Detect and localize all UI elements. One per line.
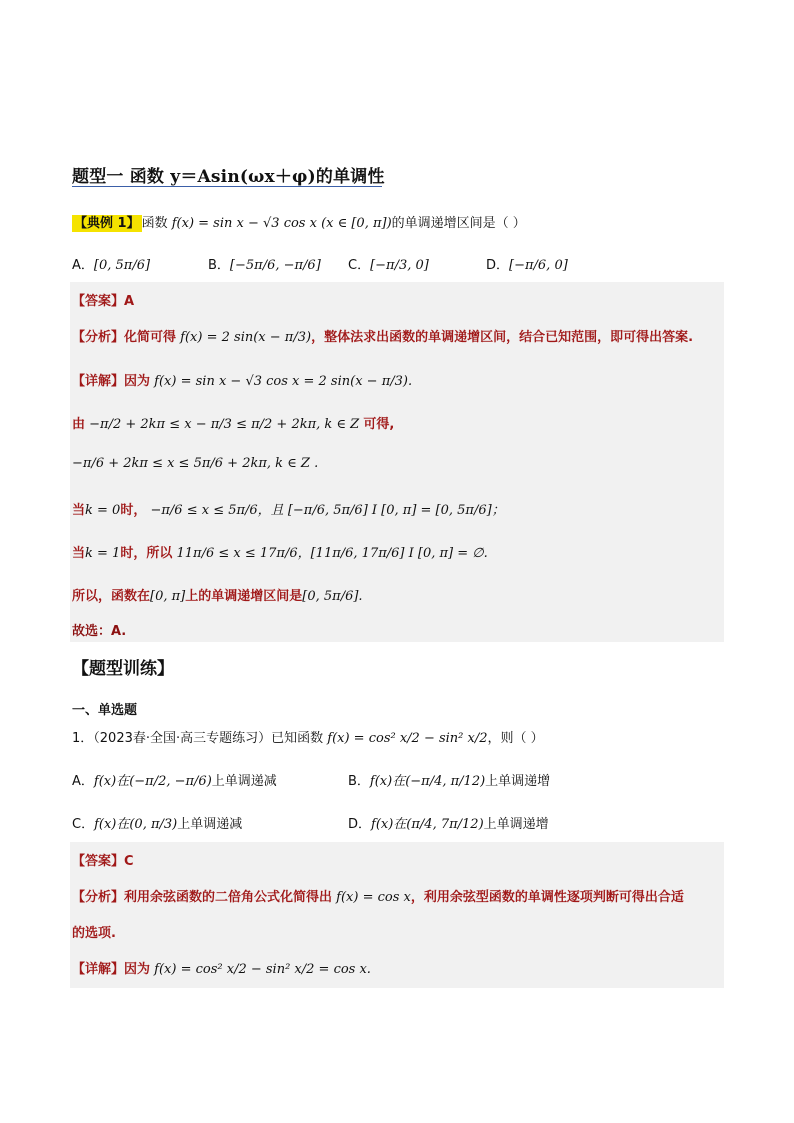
detail-text: 因为 [124,374,151,389]
analysis-text: ，利用余弦型函数的单调性逐项判断可得出合适 [410,890,684,905]
step-text: 当 [72,546,86,561]
step-formula: k = 1 [85,546,121,561]
option-label: D． [348,817,372,832]
q1-option-b [348,770,550,789]
q1-option-d [348,813,549,832]
example-step-3 [72,499,505,518]
example-analysis [72,326,693,345]
q1-suffix: ，则（ ） [487,731,544,746]
option-label: B． [208,258,230,273]
step-text: 上的单调递增区间是 [185,589,303,604]
training-heading: 【题型训练】 [72,659,174,679]
option-label: A． [72,258,94,273]
analysis-formula: f(x) = 2 sin(x − π/3) [180,330,312,345]
option-value: [−5π/6, −π/6] [229,258,321,273]
analysis-formula: f(x) = cos x [336,890,411,905]
option-label: B． [348,774,370,789]
option-value: [−π/6, 0] [509,258,568,273]
step-formula: [0, π] [150,589,186,604]
q1-prefix: 1．（2023春·全国·高三专题练习）已知函数 [72,731,324,746]
example-step-2 [72,456,318,471]
step-formula: −π/6 + 2kπ ≤ x ≤ 5π/6 + 2kπ, k ∈ Z . [72,456,319,471]
step-text: 当 [72,503,86,518]
analysis-text: ，整体法求出函数的单调递增区间，结合已知范围，即可得出答案. [311,330,694,345]
step-text: 时，所以 [120,546,173,561]
detail-text: 因为 [124,962,151,977]
option-formula: f(x)在(0, π/3) [94,817,178,832]
option-label: A． [72,774,94,789]
step-text: 由 [72,417,86,432]
heading-underline [72,186,382,187]
example-option-d [486,254,568,273]
analysis-label: 【分析】 [72,890,125,905]
option-formula: f(x)在(−π/2, −π/6) [93,774,212,789]
example-step-5 [72,585,363,604]
example-choose: 故选：A. [72,624,127,639]
detail-formula: f(x) = cos² x/2 − sin² x/2 = cos x. [154,962,371,977]
step-formula: [0, 5π/6]. [302,589,363,604]
step-formula: 11π/6 ≤ x ≤ 17π/6，[11π/6, 17π/6] I [0, π] = ∅. [176,546,488,561]
stem-suffix: 的单调递增区间是（ ） [391,216,526,231]
analysis-text: 化简可得 [124,330,177,345]
option-text: 上单调递减 [211,774,277,789]
q1-formula: f(x) = cos² x/2 − sin² x/2 [327,731,488,746]
option-text: 上单调递减 [177,817,243,832]
example-detail [72,370,412,389]
option-label: C． [348,258,371,273]
option-text: 上单调递增 [485,774,551,789]
example-tag: 【典例 1】 [74,216,140,231]
q1-option-c [72,813,242,832]
option-label: C． [72,817,95,832]
step-formula: k = 0 [85,503,121,518]
q1-analysis-cont: 的选项. [72,926,116,941]
option-label: D． [486,258,510,273]
step-text: 时， [120,503,147,518]
step-text: 所以，函数在 [72,589,151,604]
q1-answer: 【答案】C [72,854,134,869]
detail-label: 【详解】 [72,374,125,389]
stem-prefix: 函数 [141,216,168,231]
detail-formula: f(x) = sin x − √3 cos x = 2 sin(x − π/3). [154,374,413,389]
example-option-a [72,254,150,273]
step-formula: −π/6 ≤ x ≤ 5π/6，且 [−π/6, 5π/6] I [0, π] = [0, 5π/6]； [150,503,505,518]
option-value: [−π/3, 0] [370,258,429,273]
example-option-c [348,254,429,273]
section-heading: 题型一 函数 y＝Asin(ωx＋φ)的单调性 [72,167,385,187]
option-formula: f(x)在(−π/4, π/12) [369,774,486,789]
stem-formula: f(x) = sin x − √3 cos x (x ∈ [0, π]) [171,216,392,231]
option-formula: f(x)在(π/4, 7π/12) [371,817,484,832]
q1-detail [72,958,371,977]
option-value: [0, 5π/6] [93,258,151,273]
example-answer: 【答案】A [72,294,135,309]
step-text: 可得, [363,417,395,432]
analysis-text: 利用余弦函数的二倍角公式化简得出 [124,890,333,905]
q1-analysis [72,886,684,905]
training-subheading: 一、单选题 [72,703,138,718]
step-formula: −π/2 + 2kπ ≤ x − π/3 ≤ π/2 + 2kπ, k ∈ Z [89,417,360,432]
q1-stem [72,727,544,746]
example-step-4 [72,542,488,561]
example-stem [72,212,526,231]
analysis-label: 【分析】 [72,330,125,345]
detail-label: 【详解】 [72,962,125,977]
option-text: 上单调递增 [483,817,549,832]
example-option-b [208,254,321,273]
example-step-1 [72,413,394,432]
q1-option-a [72,770,277,789]
